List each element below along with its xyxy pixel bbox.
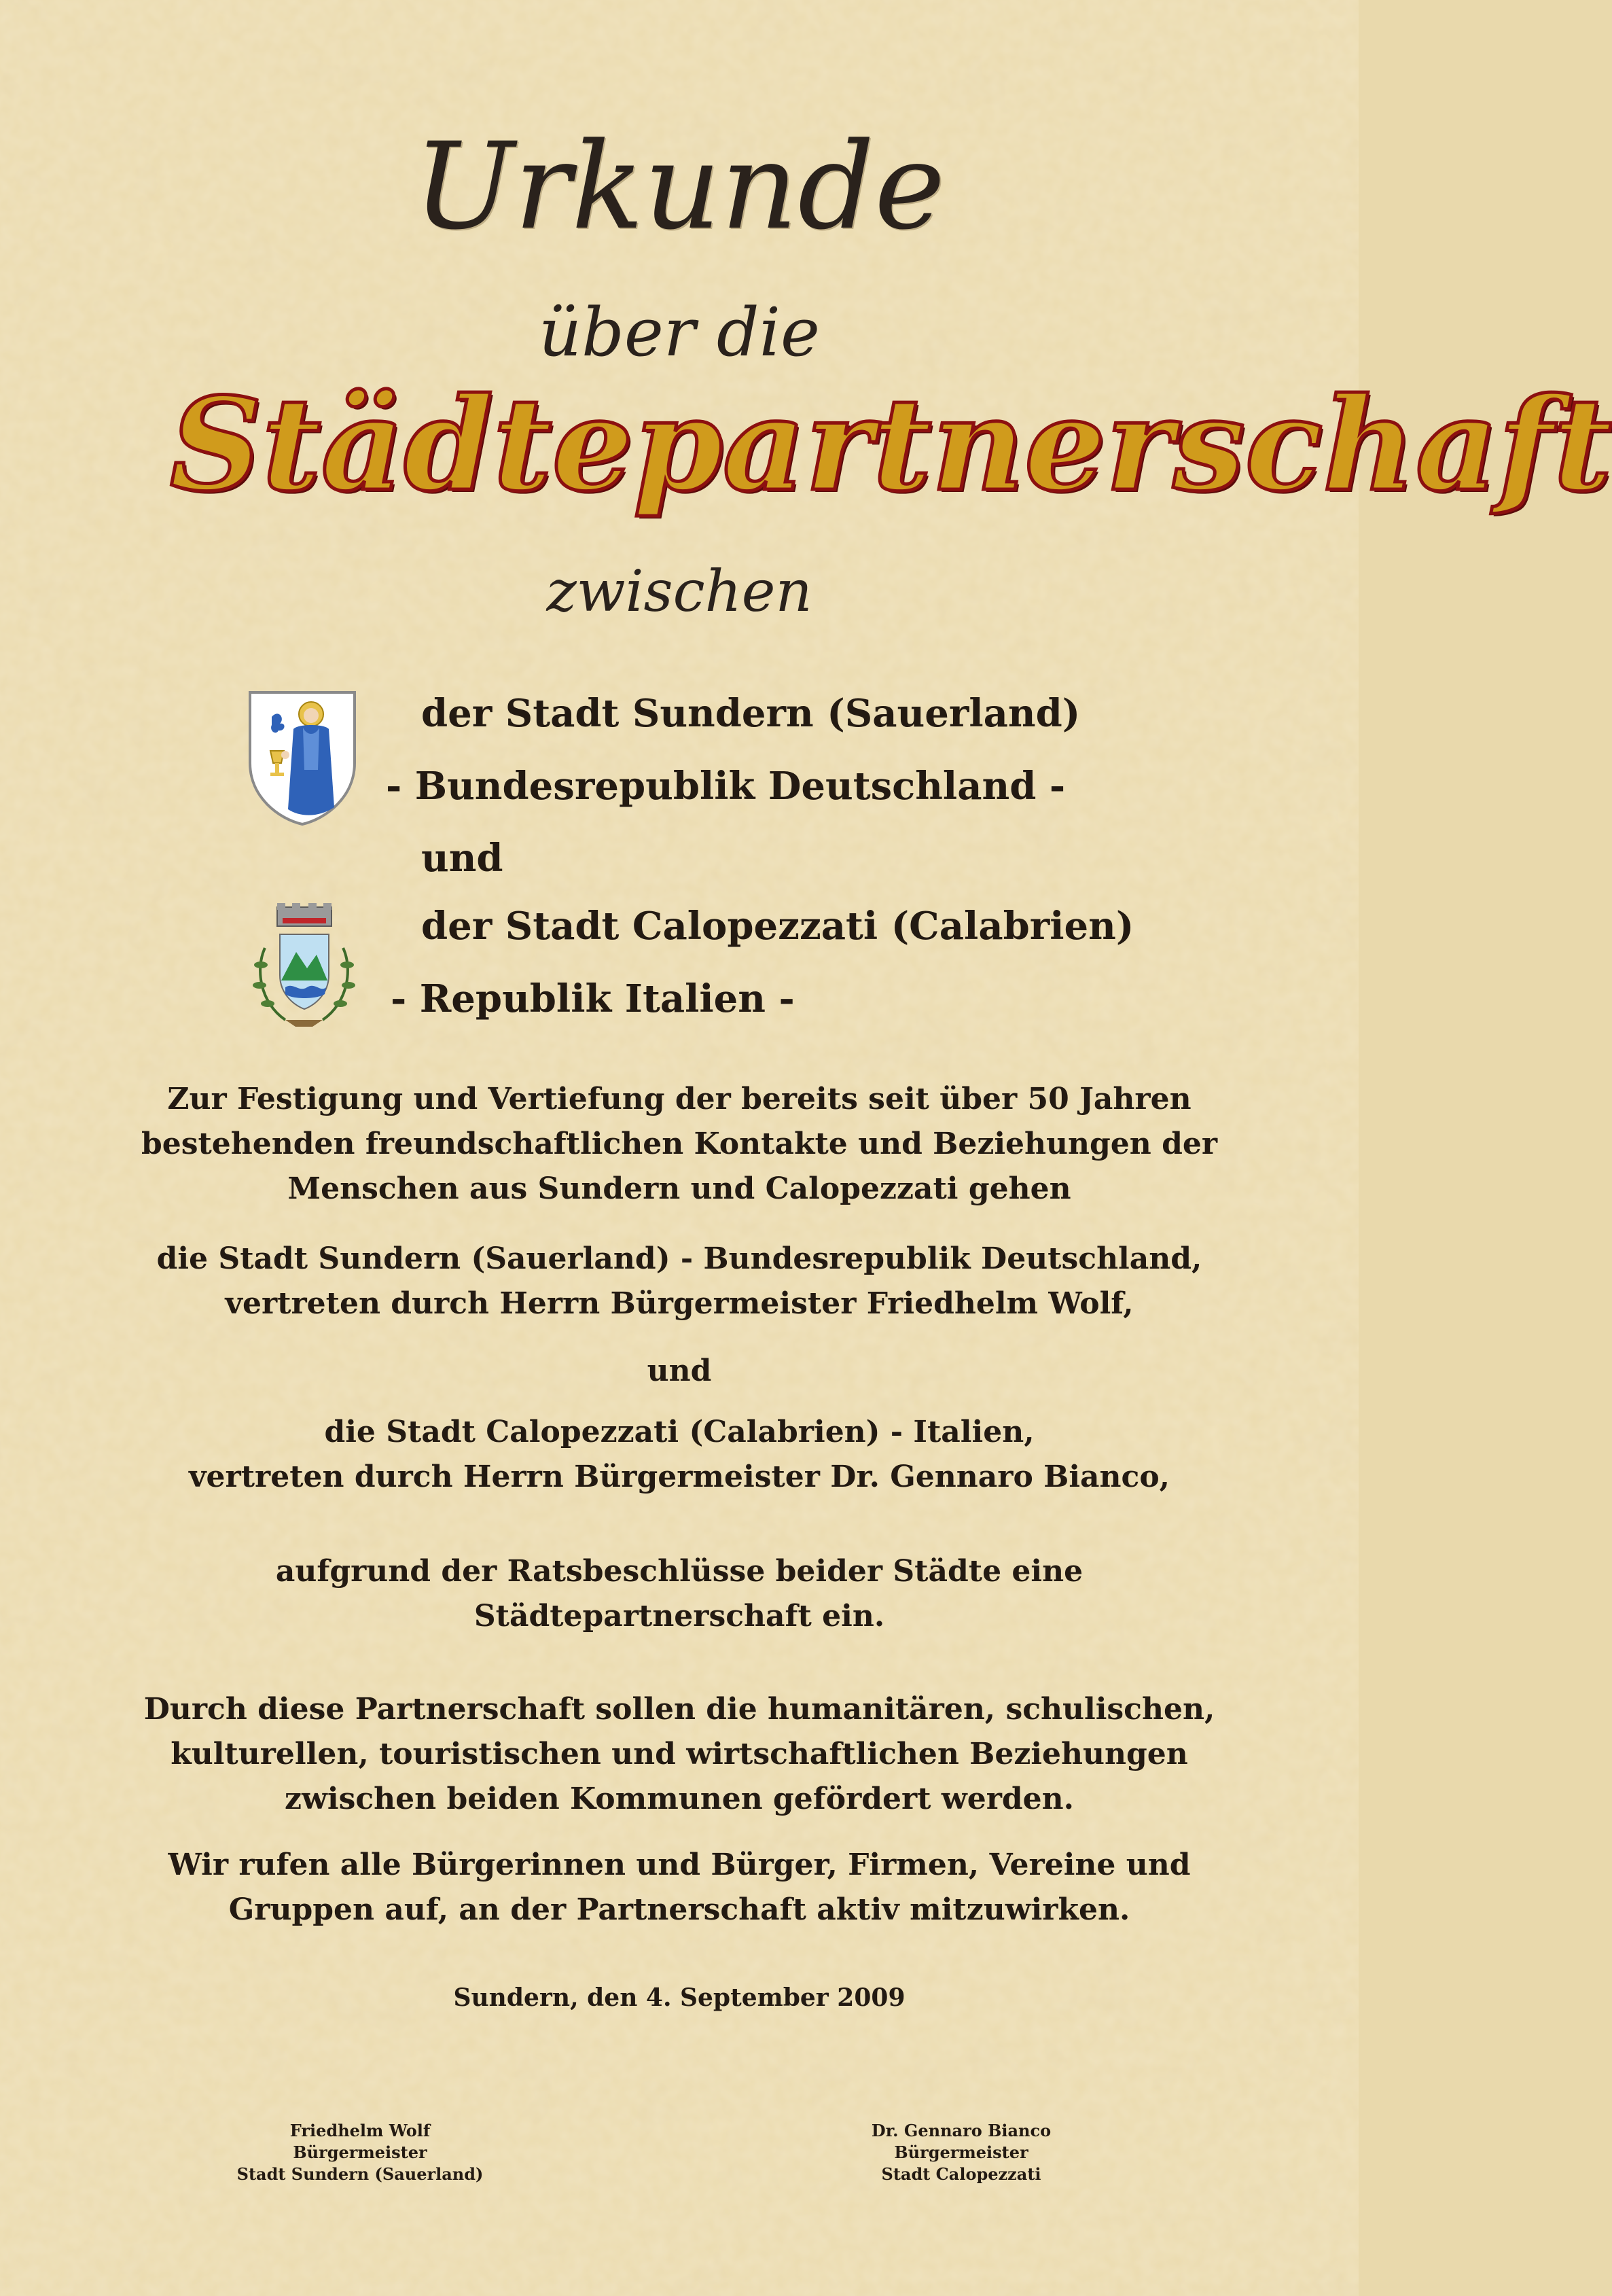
signature-block-calopezzati [805, 2120, 1117, 2185]
signatory-town: Stadt Sundern (Sauerland) [236, 2164, 484, 2184]
paragraph-line: vertreten durch Herrn Bürgermeister Dr. Gennaro Bianco, [188, 1460, 1170, 1494]
paragraph-line: Wir rufen alle Bürgerinnen und Bürger, Firmen, Vereine und [168, 1848, 1191, 1882]
paragraph-intro [102, 1077, 1257, 1212]
paragraph-line: die Stadt Calopezzati (Calabrien) - Italien, [324, 1415, 1035, 1449]
signatory-role: Bürgermeister [293, 2142, 427, 2162]
paragraph-line: vertreten durch Herrn Bürgermeister Friedhelm Wolf, [225, 1286, 1134, 1321]
title-urkunde: Urkunde [413, 117, 946, 256]
paragraph-line: Durch diese Partnerschaft sollen die humanitären, schulischen, [143, 1692, 1215, 1727]
signature-block-sundern [204, 2120, 516, 2185]
party-und: und [421, 836, 503, 881]
paragraph-line: bestehenden freundschaftlichen Kontakte und Beziehungen der [141, 1127, 1218, 1161]
paragraph-line: Gruppen auf, an der Partnerschaft aktiv mitzuwirken. [228, 1892, 1130, 1927]
paragraph-line: Menschen aus Sundern und Calopezzati gehen [287, 1171, 1071, 1206]
place-and-date: Sundern, den 4. September 2009 [453, 1983, 906, 2012]
paragraph-appeal [102, 1843, 1257, 1932]
signatory-name: Dr. Gennaro Bianco [871, 2121, 1052, 2140]
sundern-coat-of-arms-icon [245, 688, 360, 828]
title-ueber-die: über die [539, 294, 820, 372]
paragraph-line: aufgrund der Ratsbeschlüsse beider Städte eine [275, 1554, 1083, 1589]
paragraph-line: Zur Festigung und Vertiefung der bereits seit über 50 Jahren [167, 1082, 1192, 1116]
signatory-town: Stadt Calopezzati [881, 2164, 1041, 2184]
title-zwischen: zwischen [546, 558, 812, 624]
party-germany: - Bundesrepublik Deutschland - [386, 764, 1066, 809]
paragraph-und: und [647, 1354, 712, 1388]
paragraph-sundern [102, 1237, 1257, 1326]
paragraph-line: zwischen beiden Kommunen gefördert werden. [285, 1782, 1074, 1816]
party-italy: - Republik Italien - [391, 976, 795, 1021]
title-staedtepartnerschaft: Städtepartnerschaft [170, 370, 1612, 520]
paragraph-purpose [102, 1687, 1257, 1822]
signatory-role: Bürgermeister [894, 2142, 1028, 2162]
paragraph-line: die Stadt Sundern (Sauerland) - Bundesrepublik Deutschland, [156, 1241, 1202, 1276]
party-calopezzati: der Stadt Calopezzati (Calabrien) [421, 904, 1134, 949]
paragraph-line: kulturellen, touristischen und wirtschaftlichen Beziehungen [171, 1737, 1188, 1771]
calopezzati-coat-of-arms-icon [245, 900, 363, 1036]
paragraph-resolution [102, 1549, 1257, 1639]
paragraph-calopezzati [102, 1410, 1257, 1500]
party-sundern: der Stadt Sundern (Sauerland) [421, 691, 1081, 736]
paragraph-line: Städtepartnerschaft ein. [473, 1599, 885, 1633]
signatory-name: Friedhelm Wolf [289, 2121, 431, 2140]
